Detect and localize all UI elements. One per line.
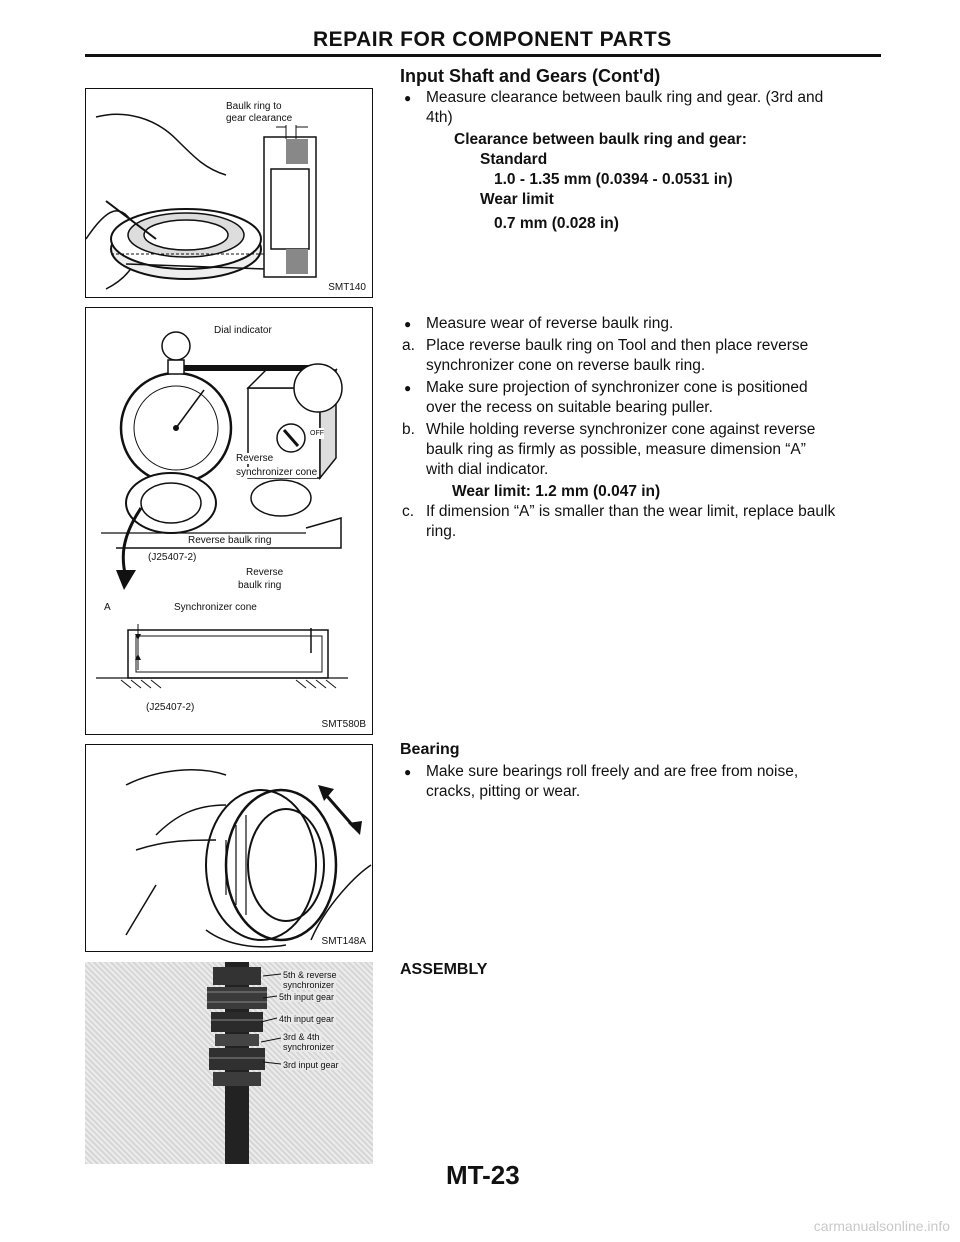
label-baulk-ring: Baulk ring to (226, 101, 282, 112)
section-title: ASSEMBLY (400, 961, 488, 978)
text-line: ● Make sure bearings roll freely and are free from noise, (426, 763, 799, 780)
text-line: 4th) (426, 109, 453, 126)
dial-indicator-drawing (86, 308, 373, 735)
bullet-item (400, 314, 885, 334)
photo-label-1: 5th & reverse (283, 970, 337, 980)
bullet-item (400, 378, 885, 418)
label-tool-2: (J25407-2) (146, 702, 195, 713)
text-line: baulk ring as firmly as possible, measure dimension “A” (426, 441, 806, 458)
figure-dial-indicator (85, 307, 373, 735)
figure-baulk-ring-clearance (85, 88, 373, 298)
text-line: ring. (426, 523, 457, 540)
text-line: If dimension “A” is smaller than the wear limit, replace baulk (426, 503, 836, 520)
text-line: ● Make sure projection of synchronizer cone is positioned (426, 379, 808, 396)
text-line: ● Measure wear of reverse baulk ring. (426, 315, 674, 332)
figure-shaft-photo (85, 962, 373, 1164)
spec-title: Clearance between baulk ring and gear: (454, 131, 747, 148)
label-gear-clearance: gear clearance (226, 113, 293, 124)
text-line: with dial indicator. (426, 461, 549, 478)
photo-label-4: 4th input gear (279, 1014, 335, 1024)
label-sync-cone-2: Synchronizer cone (174, 602, 257, 613)
photo-label-2: synchronizer (283, 980, 335, 990)
label-dimension-a: A (104, 602, 111, 613)
label-baulk-ring-2: baulk ring (238, 580, 282, 591)
label-sync-cone: synchronizer cone (236, 467, 318, 478)
text-line: cracks, pitting or wear. (426, 783, 581, 800)
label-tool-1: (J25407-2) (148, 552, 197, 563)
bullet-item (400, 88, 885, 128)
spec-wear-label: Wear limit (480, 191, 554, 208)
photo-label-6: synchronizer (283, 1042, 335, 1052)
text-line: While holding reverse synchronizer cone against reverse (426, 421, 816, 438)
text-line: Place reverse baulk ring on Tool and then place reverse (426, 337, 809, 354)
text-line: synchronizer cone on reverse baulk ring. (426, 357, 706, 374)
section-reverse-baulk (400, 314, 885, 544)
section-bearing (400, 740, 885, 804)
figure-code: SMT148A (321, 936, 366, 947)
step-key: b. (402, 421, 415, 438)
page-number: MT-23 (446, 1160, 520, 1190)
label-reverse: Reverse (236, 453, 274, 464)
spec-standard-value: 1.0 - 1.35 mm (0.0394 - 0.0531 in) (494, 171, 733, 188)
spec-standard-label: Standard (480, 151, 548, 168)
text-line: over the recess on suitable bearing puller. (426, 399, 713, 416)
section-input-shaft (400, 66, 885, 234)
section-title: Input Shaft and Gears (Cont'd) (400, 66, 661, 86)
label-dial-indicator: Dial indicator (214, 325, 272, 336)
watermark: carmanualsonline.info (813, 1218, 950, 1234)
step-key: c. (402, 503, 415, 520)
bullet-item (400, 762, 885, 802)
figure-bearing (85, 744, 373, 952)
spec-wear-limit: Wear limit: 1.2 mm (0.047 in) (452, 483, 661, 500)
page-header: REPAIR FOR COMPONENT PARTS (313, 28, 672, 51)
spec-wear-value: 0.7 mm (0.028 in) (494, 215, 619, 232)
label-reverse-2: Reverse (246, 567, 284, 578)
photo-label-3: 5th input gear (279, 992, 335, 1002)
label-reverse-baulk-ring: Reverse baulk ring (188, 535, 272, 546)
section-title: Bearing (400, 741, 460, 758)
label-off: OFF (310, 430, 324, 437)
bearing-drawing (86, 745, 373, 952)
photo-label-5: 3rd & 4th (283, 1032, 320, 1042)
step-key: a. (402, 337, 415, 354)
section-assembly (400, 960, 885, 980)
step-item (400, 420, 885, 480)
text-line: ● Measure clearance between baulk ring and gear. (3rd and (426, 89, 824, 106)
figure-code: SMT580B (321, 719, 366, 730)
step-item (400, 502, 885, 542)
header-rule (85, 54, 881, 57)
figure-code: SMT140 (328, 282, 366, 293)
step-item (400, 336, 885, 376)
photo-label-7: 3rd input gear (283, 1060, 339, 1070)
